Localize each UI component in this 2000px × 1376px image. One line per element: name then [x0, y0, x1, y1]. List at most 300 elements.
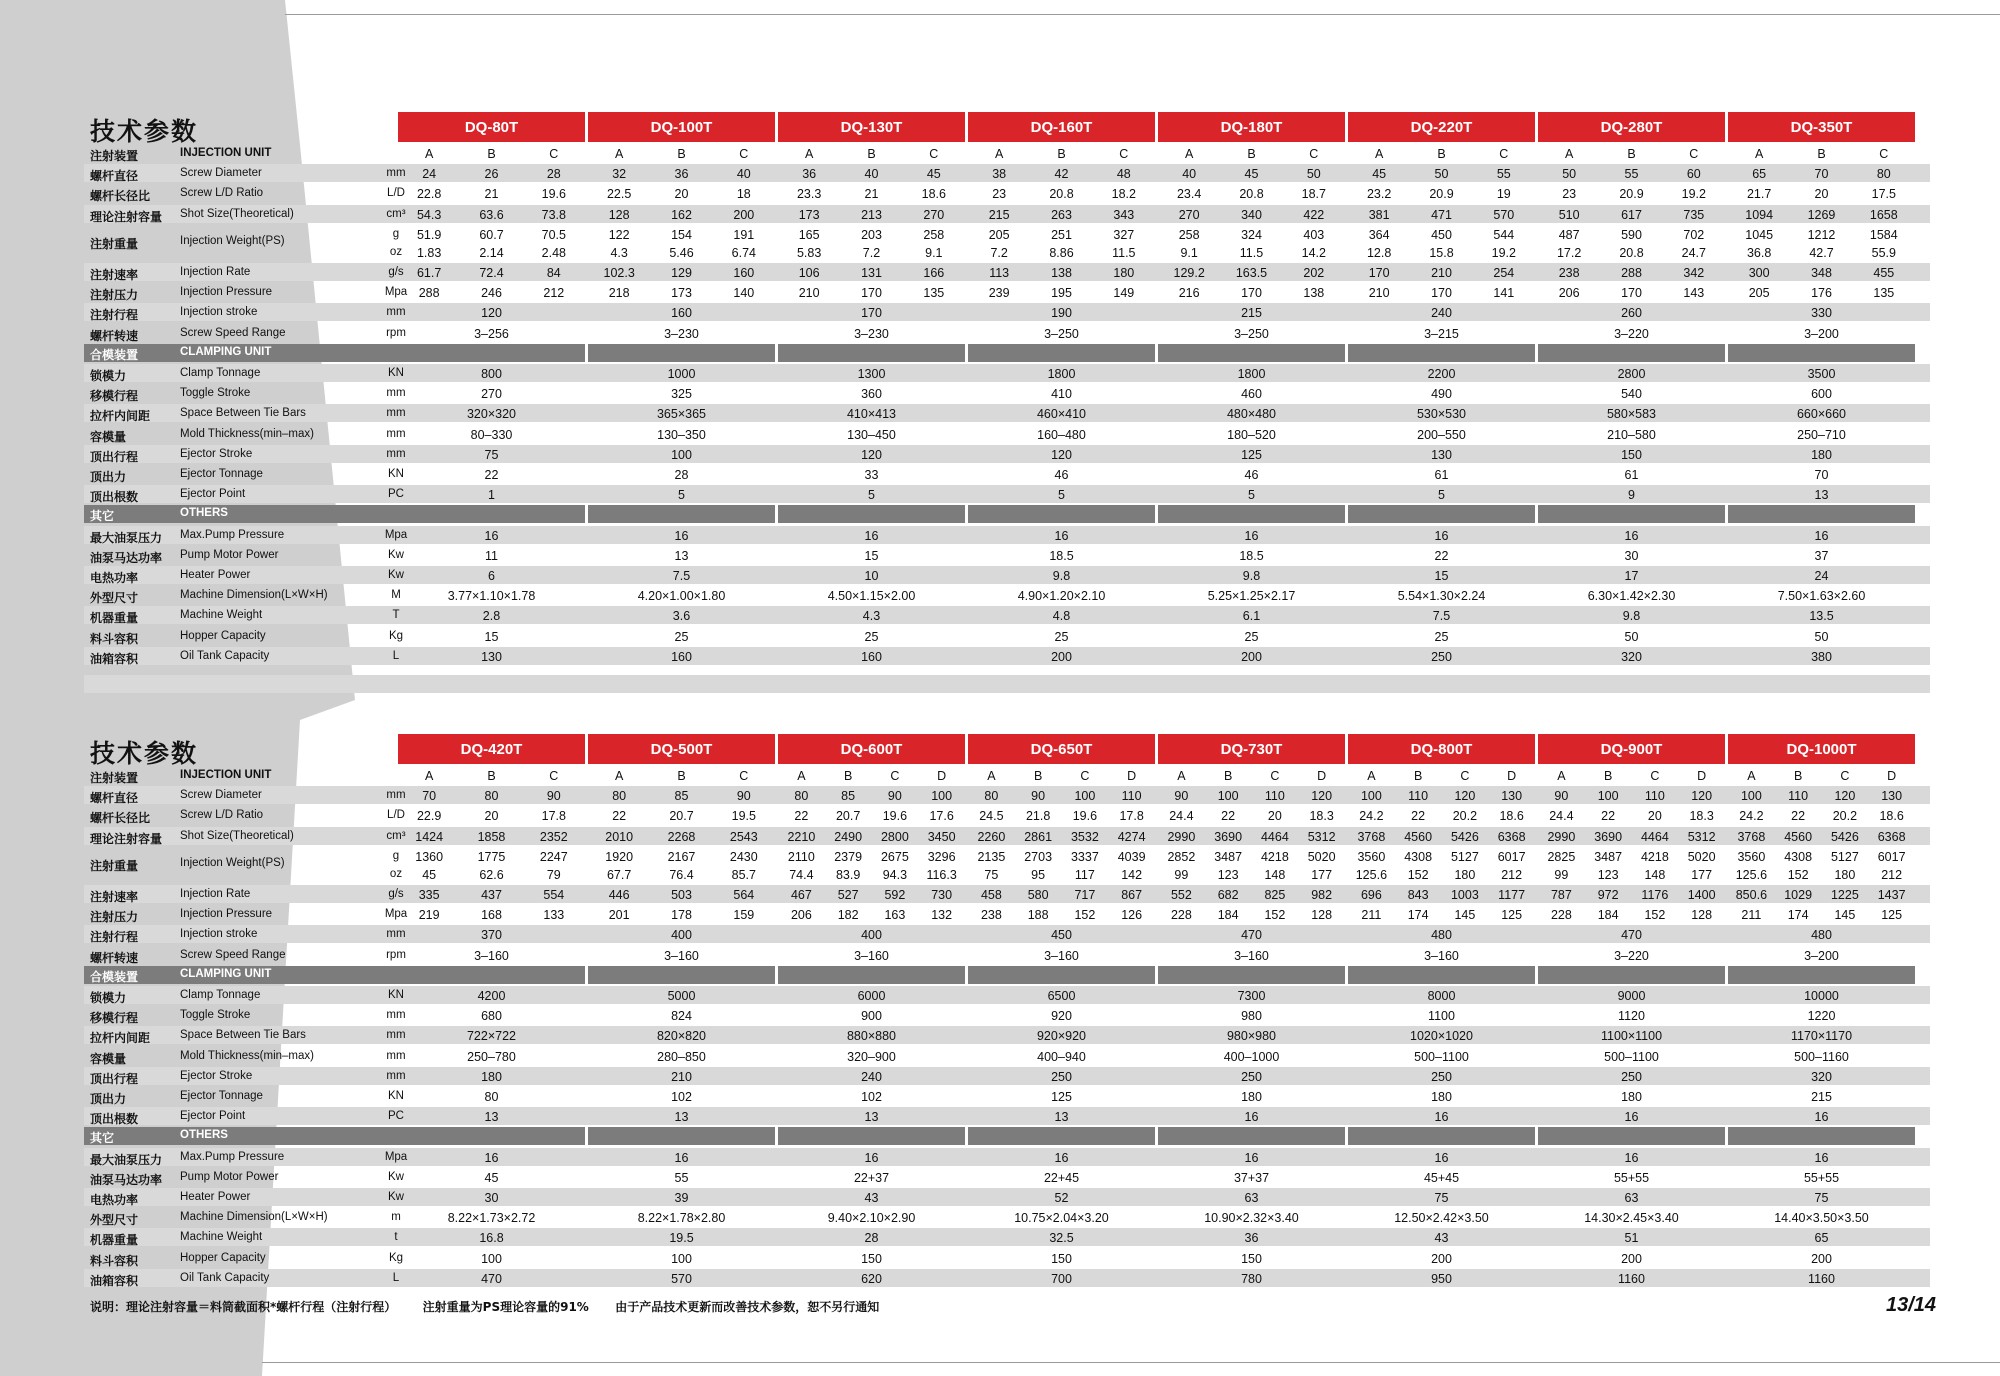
row-label-en: Toggle Stroke: [180, 387, 251, 400]
section-model-cell: [588, 1127, 775, 1145]
spec-value: 200–550: [1417, 427, 1466, 442]
spec-value: 37+37: [1233, 1170, 1270, 1185]
spec-value: 20: [1267, 809, 1282, 824]
spec-value: 850.6: [1735, 888, 1768, 902]
spec-value: 48: [1116, 167, 1131, 182]
spec-value: 4274: [1117, 829, 1146, 844]
spec-value: 110: [1788, 789, 1809, 804]
spec-value: 120: [1691, 789, 1713, 804]
spec-value: 2167: [667, 849, 696, 864]
row-unit: oz: [389, 245, 403, 258]
spec-value: 42: [1054, 167, 1069, 182]
spec-value: 120: [481, 306, 502, 321]
spec-value: 211: [1741, 908, 1762, 923]
spec-value: 24.4: [1549, 809, 1574, 824]
spec-value: 825: [1264, 888, 1286, 902]
spec-value: 5020: [1307, 849, 1336, 864]
spec-value: 8.22×1.78×2.80: [637, 1211, 726, 1226]
spec-row: [84, 786, 1930, 804]
spec-value: 72.4: [479, 266, 504, 280]
spec-value: 258: [1178, 227, 1200, 242]
spec-value: 182: [837, 908, 859, 923]
spec-value: 30: [1624, 548, 1639, 563]
spec-value: 13: [484, 1110, 499, 1125]
spec-row: [84, 485, 1930, 503]
spec-value: 14.30×2.45×3.40: [1584, 1211, 1679, 1226]
spec-value: 500–1100: [1414, 1049, 1469, 1064]
spec-value: 62.6: [479, 867, 504, 882]
spec-value: 80: [484, 1090, 499, 1104]
spec-value: 4200: [477, 989, 506, 1003]
spec-value: 150: [1621, 447, 1642, 462]
spec-value: 80: [484, 789, 499, 804]
subcolumn-label: B: [1057, 147, 1066, 161]
spec-value: 1094: [1745, 207, 1774, 222]
spec-row: [84, 627, 1930, 645]
frame-bottom-line: [262, 1362, 2000, 1363]
spec-value: 4.3: [610, 245, 628, 260]
spec-value: 120: [861, 447, 882, 462]
spec-value: 4218: [1260, 849, 1289, 864]
section-model-cell: [1348, 505, 1535, 523]
spec-value: 950: [1431, 1271, 1452, 1286]
spec-row: [84, 283, 1930, 301]
model-header: DQ-130T: [778, 112, 965, 142]
spec-value: 680: [481, 1009, 502, 1024]
spec-value: 20: [1814, 187, 1829, 202]
spec-value: 4.50×1.15×2.00: [827, 589, 916, 604]
spec-value: 9.1: [925, 245, 943, 260]
spec-value: 6017: [1877, 849, 1906, 864]
spec-value: 13: [674, 1110, 689, 1125]
spec-value: 1220: [1807, 1009, 1836, 1024]
spec-value: 110: [1264, 789, 1285, 804]
spec-value: 1045: [1745, 227, 1774, 242]
spec-value: 320: [1621, 649, 1642, 664]
spec-value: 458: [980, 888, 1002, 902]
spec-value: 460×410: [1036, 407, 1086, 422]
spec-value: 4218: [1640, 849, 1669, 864]
spec-value: 480×480: [1226, 407, 1276, 422]
spec-value: 180: [1431, 1090, 1452, 1104]
spec-value: 1920: [605, 849, 634, 864]
model-header: DQ-650T: [968, 734, 1155, 764]
spec-value: 20.9: [1429, 187, 1454, 202]
spec-value: 40: [1182, 167, 1197, 182]
spec-value: 213: [861, 207, 882, 222]
row-label-cn: 注射压力: [90, 288, 139, 303]
spec-table: [84, 734, 1930, 1334]
spec-value: 400–940: [1037, 1049, 1086, 1064]
spec-value: 19: [1496, 187, 1511, 202]
spec-value: 2135: [977, 849, 1006, 864]
spec-value: 130–450: [847, 427, 896, 442]
row-label-cn: 螺杆转速: [90, 328, 139, 343]
spec-value: 480: [1431, 928, 1452, 943]
spec-row: [84, 586, 1930, 604]
row-label-cn: 拉杆内间距: [90, 1031, 151, 1046]
spec-value: 5.25×1.25×2.17: [1207, 589, 1296, 604]
spec-value: 1100×1100: [1600, 1029, 1663, 1044]
spec-value: 102: [671, 1090, 692, 1104]
spec-value: 143: [1683, 286, 1705, 301]
spec-value: 254: [1493, 266, 1515, 280]
section-header-row: [84, 966, 1930, 984]
spec-row: [84, 465, 1930, 483]
spec-value: 3–230: [664, 326, 699, 341]
section-header-row: [84, 344, 1930, 362]
row-unit: L: [392, 1271, 400, 1284]
spec-value: 166: [923, 266, 945, 280]
spec-value: 340: [1241, 207, 1262, 222]
spec-value: 22: [1791, 809, 1806, 824]
spec-value: 23.3: [796, 187, 822, 202]
spec-value: 19.5: [669, 1231, 694, 1246]
spec-value: 570: [1493, 207, 1515, 222]
spec-value: 3690: [1594, 829, 1623, 844]
spec-value: 554: [543, 888, 565, 902]
spec-value: 3487: [1214, 849, 1243, 864]
row-unit: PC: [388, 1110, 404, 1123]
spec-value: 682: [1217, 888, 1239, 902]
spec-value: 700: [1051, 1271, 1072, 1286]
spec-value: 1120: [1618, 1009, 1645, 1024]
row-unit: mm: [386, 387, 406, 400]
spec-value: 982: [1311, 888, 1333, 902]
row-label-en: Injection Rate: [180, 888, 251, 900]
row-unit: cm³: [386, 829, 406, 842]
row-unit: mm: [386, 1049, 406, 1062]
subcolumn-label: A: [1754, 147, 1764, 161]
row-label-en: Ejector Point: [180, 1110, 246, 1123]
spec-value: 130–350: [657, 427, 706, 442]
spec-value: 16: [1244, 528, 1259, 543]
subcolumn-label: A: [987, 769, 996, 783]
spec-value: 5: [678, 488, 685, 503]
spec-value: 717: [1074, 888, 1096, 902]
spec-value: 16: [864, 1150, 879, 1165]
spec-value: 26: [484, 167, 499, 182]
spec-value: 1800: [1237, 367, 1266, 381]
spec-value: 500–1100: [1604, 1049, 1659, 1064]
section-model-cell: [1538, 966, 1725, 984]
section-model-cell: [398, 966, 585, 984]
row-label-en: Clamp Tonnage: [180, 989, 261, 1001]
spec-value: 250: [1431, 649, 1452, 664]
spec-value: 400: [861, 928, 882, 943]
row-unit: mm: [386, 407, 406, 420]
spec-value: 100: [671, 1251, 692, 1266]
row-label-en: Pump Motor Power: [180, 548, 279, 561]
spec-value: 200: [733, 207, 755, 222]
spec-value: 17.5: [1871, 187, 1896, 202]
spec-value: 19.2: [1681, 187, 1706, 202]
spec-value: 3487: [1594, 849, 1623, 864]
spec-value: 16: [1814, 528, 1829, 543]
spec-value: 7300: [1237, 989, 1266, 1003]
spec-value: 250: [1621, 1069, 1642, 1084]
subcolumn-label: A: [797, 769, 806, 783]
spec-value: 10: [864, 569, 879, 583]
spec-value: 1176: [1641, 888, 1669, 902]
row-label-en: Clamp Tonnage: [180, 367, 261, 379]
spec-value: 5127: [1450, 849, 1479, 864]
spec-value: 7.5: [1432, 609, 1451, 624]
section-model-cell: [778, 344, 965, 362]
spec-value: 219: [418, 908, 440, 923]
spec-value: 132: [931, 908, 953, 923]
spec-value: 490: [1431, 387, 1452, 402]
row-label-en: Screw Speed Range: [180, 948, 286, 961]
subcolumn-label: C: [1499, 147, 1509, 161]
row-label-en: Machine Dimension(L×W×H): [180, 589, 328, 602]
spec-value: 880×880: [846, 1029, 896, 1044]
spec-value: 23: [992, 187, 1007, 202]
spec-value: 530×530: [1416, 407, 1466, 422]
row-label-en: Machine Weight: [180, 609, 263, 622]
spec-value: 154: [671, 227, 692, 242]
spec-value: 7.2: [862, 245, 881, 260]
spec-value: 5426: [1450, 829, 1479, 844]
spec-value: 110: [1121, 789, 1142, 804]
spec-value: 2800: [880, 829, 909, 844]
spec-value: 28: [546, 167, 561, 182]
section-header-row: [84, 505, 1930, 523]
row-label-en: Heater Power: [180, 1191, 251, 1203]
row-unit: L/D: [387, 809, 405, 822]
table-title: 技术参数: [90, 117, 199, 146]
spec-value: 24.7: [1681, 245, 1706, 260]
spec-value: 99: [1554, 867, 1569, 882]
spec-value: 21: [864, 187, 879, 202]
row-label-cn: 最大油泵压力: [90, 1152, 163, 1167]
spec-value: 75: [484, 447, 499, 462]
row-label-en: Pump Motor Power: [180, 1170, 279, 1183]
spec-value: 128: [608, 207, 630, 222]
spec-value: 20: [484, 809, 499, 824]
spec-value: 16.8: [479, 1231, 504, 1246]
spec-value: 102: [861, 1090, 882, 1104]
spec-value: 180: [1621, 1090, 1642, 1104]
spec-value: 8000: [1427, 989, 1456, 1003]
spec-value: 4560: [1784, 829, 1813, 844]
section-label-cn: 其它: [90, 1131, 115, 1146]
spec-value: 22.9: [416, 809, 442, 824]
spec-value: 170: [1621, 286, 1642, 301]
spec-value: 320–900: [847, 1049, 896, 1064]
spec-value: 150: [1051, 1251, 1072, 1266]
spec-table: [84, 112, 1930, 712]
spec-value: 130: [1501, 789, 1523, 804]
spec-value: 7.50×1.63×2.60: [1777, 589, 1866, 604]
spec-value: 270: [923, 207, 945, 222]
spec-value: 800: [481, 367, 502, 381]
spec-value: 9.40×2.10×2.90: [827, 1211, 916, 1226]
spec-value: 16: [1434, 1110, 1449, 1125]
spec-value: 100: [1360, 789, 1382, 804]
subcolumn-label: A: [1177, 769, 1186, 783]
spec-value: 73.8: [541, 207, 566, 222]
spec-value: 180: [1834, 867, 1856, 882]
spec-value: 128: [1311, 908, 1333, 923]
spec-value: 45: [422, 867, 437, 882]
spec-value: 3337: [1070, 849, 1099, 864]
spec-value: 61.7: [416, 266, 442, 280]
spec-value: 130: [1431, 447, 1452, 462]
spec-value: 150: [861, 1251, 882, 1266]
spec-value: 80: [984, 789, 999, 804]
spec-value: 80: [794, 789, 809, 804]
spec-value: 3500: [1807, 367, 1836, 381]
spec-row: [84, 205, 1930, 223]
spec-value: 2110: [787, 849, 815, 864]
spec-value: 55: [674, 1170, 689, 1185]
spec-row: [84, 1047, 1930, 1065]
injection-unit-header-row: [84, 766, 1930, 784]
row-label-en: Injection Weight(PS): [180, 234, 285, 247]
spec-value: 3–160: [474, 948, 509, 963]
row-label-cn: 机器重量: [90, 611, 139, 626]
section-label-en: OTHERS: [180, 507, 228, 520]
spec-value: 11: [485, 548, 498, 563]
spec-value: 2990: [1167, 829, 1196, 844]
spec-value: 22: [1411, 809, 1426, 824]
spec-value: 5: [868, 488, 875, 503]
spec-value: 163.5: [1235, 266, 1268, 280]
subcolumn-label: B: [1437, 147, 1446, 161]
subcolumn-label: B: [843, 769, 853, 783]
spec-row: [84, 1208, 1930, 1226]
spec-value: 381: [1368, 207, 1390, 222]
spec-row: [84, 445, 1930, 463]
spec-value: 2.14: [479, 245, 504, 260]
spec-value: 174: [1787, 908, 1809, 923]
row-unit: cm³: [386, 207, 406, 220]
spec-value: 364: [1368, 227, 1390, 242]
spec-value: 205: [988, 227, 1010, 242]
spec-value: 120: [1454, 789, 1476, 804]
spec-value: 735: [1683, 207, 1705, 222]
spec-value: 45: [1244, 167, 1259, 182]
spec-value: 250: [1241, 1069, 1262, 1084]
spec-value: 17.6: [929, 809, 954, 824]
spec-value: 168: [481, 908, 502, 923]
subcolumn-label: C: [1689, 147, 1699, 161]
spec-value: 100: [931, 789, 953, 804]
spec-value: 45: [484, 1170, 499, 1185]
spec-value: 52: [1054, 1191, 1069, 1205]
spec-value: 65: [1752, 167, 1767, 182]
model-header: DQ-600T: [778, 734, 965, 764]
section-model-cell: [588, 505, 775, 523]
spec-value: 120: [1311, 789, 1333, 804]
spec-value: 1.83: [416, 245, 442, 260]
spec-value: 50: [1306, 167, 1321, 182]
section-label-cn: 合模装置: [90, 347, 139, 362]
row-label-cn: 机器重量: [90, 1233, 139, 1248]
row-label-cn: 电热功率: [90, 1193, 139, 1207]
model-header: DQ-350T: [1728, 112, 1915, 142]
spec-value: 75: [1814, 1191, 1829, 1205]
section-model-cell: [1348, 966, 1535, 984]
spec-row: [84, 384, 1930, 402]
row-unit: Kw: [388, 569, 404, 581]
spec-value: 8.22×1.73×2.72: [447, 1211, 536, 1226]
spec-value: 20.8: [1049, 187, 1074, 202]
row-label-cn: 理论注射容量: [90, 831, 163, 846]
spec-value: 170: [1241, 286, 1262, 301]
spec-row: [84, 1067, 1930, 1085]
subcolumn-label: A: [1564, 147, 1574, 161]
spec-value: 150: [1241, 1251, 1262, 1266]
subcolumn-label: A: [994, 147, 1004, 161]
spec-value: 22: [1601, 809, 1616, 824]
spec-value: 6500: [1047, 989, 1076, 1003]
row-label-cn: 移模行程: [90, 389, 139, 404]
spec-value: 14.40×3.50×3.50: [1774, 1211, 1869, 1226]
section-model-cell: [588, 966, 775, 984]
row-label-en: Screw L/D Ratio: [180, 187, 264, 200]
spec-value: 18.6: [1499, 809, 1524, 824]
spec-value: 5: [1058, 488, 1065, 503]
footer-note-formula: 说明：理论注射容量＝料筒截面积*螺杆行程（注射行程）: [90, 1300, 397, 1314]
spec-row: [84, 946, 1930, 964]
row-label-cn: 顶出力: [90, 470, 127, 484]
spec-value: 3.77×1.10×1.78: [447, 589, 536, 604]
spec-value: 20.9: [1619, 187, 1644, 202]
row-label-cn: 最大油泵压力: [90, 530, 163, 545]
spec-value: 263: [1051, 207, 1072, 222]
spec-value: 4308: [1404, 849, 1433, 864]
row-unit: mm: [386, 1029, 406, 1042]
spec-value: 6.1: [1242, 609, 1261, 624]
spec-value: 380: [1811, 649, 1832, 664]
row-label-cn: 容模量: [90, 1051, 127, 1066]
spec-value: 18.5: [1049, 548, 1074, 563]
row-label-en: Toggle Stroke: [180, 1009, 251, 1022]
model-header: DQ-800T: [1348, 734, 1535, 764]
spec-value: 215: [988, 207, 1010, 222]
spec-value: 12.50×2.42×3.50: [1394, 1211, 1489, 1226]
spec-value: 1029: [1784, 888, 1813, 902]
spec-value: 16: [1244, 1150, 1259, 1165]
spec-value: 24.2: [1359, 809, 1384, 824]
spec-value: 570: [671, 1271, 692, 1286]
spec-value: 84: [546, 266, 561, 280]
spec-row: [84, 1188, 1930, 1206]
spec-value: 188: [1027, 908, 1049, 923]
subcolumn-label: A: [804, 147, 814, 161]
row-unit: PC: [388, 488, 404, 501]
spec-value: 60: [1686, 167, 1701, 182]
spec-value: 1775: [477, 849, 506, 864]
spec-value: 3–200: [1804, 326, 1839, 341]
row-label-en: Ejector Stroke: [180, 1069, 253, 1082]
spec-value: 5127: [1830, 849, 1859, 864]
spec-row: [84, 526, 1930, 544]
row-label-en: Injection Pressure: [180, 286, 273, 299]
spec-value: 36: [802, 167, 817, 182]
spec-value: 3768: [1737, 829, 1766, 844]
spec-value: 9000: [1617, 989, 1646, 1003]
subcolumn-label: B: [1603, 769, 1613, 783]
spec-value: 100: [1740, 789, 1762, 804]
spec-value: 90: [736, 789, 751, 804]
subcolumn-label: C: [1650, 769, 1660, 783]
spec-row: [84, 865, 1930, 883]
row-label-cn: 锁模力: [90, 991, 127, 1005]
spec-value: 2200: [1427, 367, 1456, 381]
